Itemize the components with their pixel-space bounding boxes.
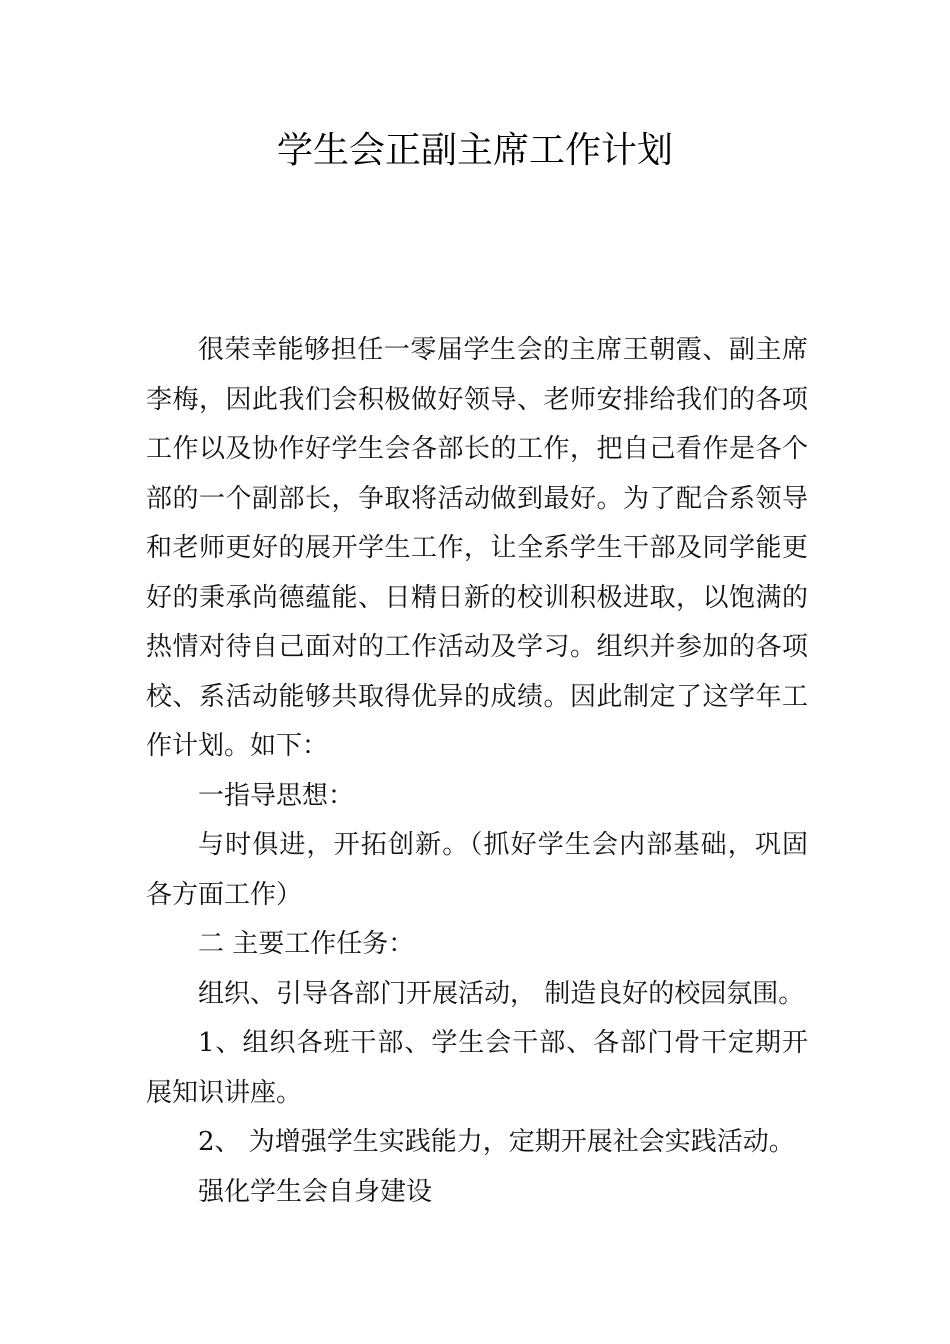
document-title: 学生会正副主席工作计划 <box>276 130 673 171</box>
paragraph-intro: 很荣幸能够担任一零届学生会的主席王朝霞、副主席李梅，因此我们会积极做好领导、老师安排给我们的各项工作以及协作好学生会各部长的工作，把自己看作是各个部的一个副部长，争取将活动做到最好。为了配合系领导和老师更好的展开学生工作，让全系学生干部及同学能更好的秉承尚德蕴能、日精日新的校训积极进取，以饱满的热情对待自己面对的工作活动及学习。组织并参加的各项校、系活动能够共取得优异的成绩。因此制定了这学年工作计划。如下： <box>146 335 808 761</box>
document-body <box>146 326 808 1217</box>
paragraph-task-1: 1、组织各班干部、学生会干部、各部门骨干定期开展知识讲座。 <box>146 1028 808 1108</box>
paragraph-task-2: 2、 为增强学生实践能力，定期开展社会实践活动。 <box>198 1127 795 1157</box>
paragraph-self-building: 强化学生会自身建设 <box>198 1176 433 1207</box>
paragraph-heading-main-tasks: 二 主要工作任务： <box>198 929 415 959</box>
paragraph-guiding-thought: 与时俱进，开拓创新。（抓好学生会内部基础，巩固各方面工作） <box>146 830 808 910</box>
paragraph-heading-guiding-thought: 一指导思想： <box>198 780 355 811</box>
paragraph-task-organize: 组织、引导各部门开展活动， 制造良好的校园氛围。 <box>198 978 805 1009</box>
